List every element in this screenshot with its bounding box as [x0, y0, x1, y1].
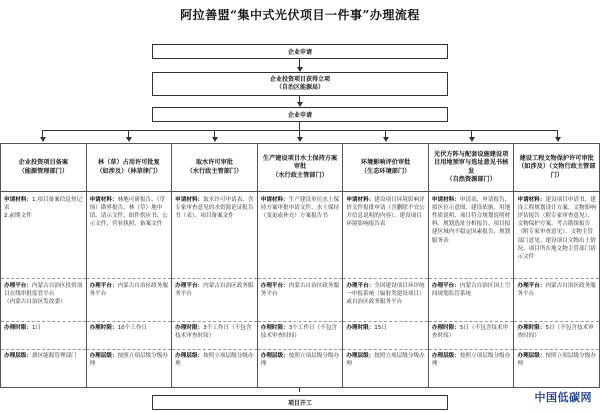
- time-label: 办理时限：: [517, 325, 546, 331]
- level-section: [261, 352, 340, 384]
- materials-text: 建设项目环境影响评价文件报批申请（含删除不宜公开信息说明的内容）、建设项目环境影响报告表: [346, 197, 425, 228]
- materials-text: 林地可研报告、（草场）勘界报告、林（草）地申请、请示文件、组件供应书、公示文件、营业执照、备案文件: [89, 197, 168, 228]
- time-text: 10个工作日: [117, 325, 148, 331]
- materials-text: 建设项目申请书、建设工程规划设计方案、文物影响评估报告（附专家审查意见）、文物保护方案、考古勘探报告（附专家审查意见）、文物主管部门意见、建设项目文物出土情况、项目所在地文物主管部门请示文件: [517, 197, 596, 260]
- level-text: 按照立项层级分级办理: [89, 353, 168, 368]
- time-label: 办理时限：: [4, 325, 32, 331]
- time-label: 办理时限：: [260, 325, 289, 331]
- divider: [172, 349, 257, 350]
- column-header: [1, 144, 86, 192]
- time-text: 3个工作日（不包含技术审查时间）: [260, 325, 338, 340]
- level-section: [432, 352, 511, 384]
- time-label: 办理时限：: [89, 325, 118, 331]
- arrow-down-icon: [297, 137, 303, 142]
- column-header-label: 取水许可审批 （水行政主管部门）: [186, 159, 243, 175]
- column-header-label: 林（草）占用许可批复 （如涉及）（林草律门）: [96, 159, 162, 175]
- watermark-logo: 中国低碳网: [534, 391, 592, 404]
- divider: [87, 278, 172, 279]
- materials-section: [261, 196, 340, 276]
- level-section: [90, 352, 169, 384]
- column-header: [343, 144, 428, 192]
- level-text: 按照立项层级分级办理: [260, 353, 340, 368]
- divider: [258, 321, 343, 322]
- column-forest-grass-permit: [86, 143, 173, 388]
- time-section: [175, 324, 254, 348]
- column-header-label: 光伏方阵与配套设施建设项目用地预审与选址意见书核发 （自然资源部门）: [434, 150, 509, 183]
- divider: [87, 349, 172, 350]
- materials-section: [4, 196, 83, 276]
- materials-section: [517, 196, 596, 276]
- level-text: 按照立项层级分级办理: [431, 353, 511, 368]
- time-section: [4, 324, 83, 348]
- arrow-down-icon: [212, 137, 218, 142]
- platform-section: [90, 282, 169, 320]
- materials-section: [346, 196, 425, 276]
- approval-columns: [0, 143, 600, 388]
- step-label: 企业投资项目获得立项 （自治区能源局）: [269, 75, 330, 91]
- level-label: 办理层级：: [175, 353, 204, 359]
- divider: [514, 278, 599, 279]
- platform-text: 内蒙古自治区投资项目在线审批监管平台 （内蒙古自治区发改委）: [4, 283, 83, 306]
- platform-text: 内蒙古自治区政务服务平台: [89, 283, 168, 298]
- divider: [87, 321, 172, 322]
- column-header-label: 环境影响评价审批 （生态环境部门）: [360, 159, 411, 175]
- step-label: 企业申请: [287, 49, 312, 56]
- divider: [1, 349, 86, 350]
- arrow-down-icon: [383, 137, 389, 142]
- time-section: [517, 324, 596, 348]
- divider: [343, 349, 428, 350]
- materials-text: 1.项目备案信息登记表 2.前期文件: [4, 197, 83, 220]
- time-section: [90, 324, 169, 348]
- divider: [1, 278, 86, 279]
- arrow-down-icon: [40, 137, 46, 142]
- time-text: 5日（不包含技术审查时间）: [517, 325, 594, 340]
- platform-label: 办理平台：: [175, 283, 204, 289]
- divider: [172, 278, 257, 279]
- materials-section: [175, 196, 254, 276]
- divider: [1, 321, 86, 322]
- divider: [514, 321, 599, 322]
- level-text: 按照立项层级分级办理: [517, 353, 596, 368]
- column-header: [514, 144, 599, 192]
- column-header: [258, 144, 343, 192]
- time-text: 15日: [374, 325, 388, 331]
- time-section: [432, 324, 511, 348]
- level-label: 办理层级：: [260, 353, 289, 359]
- column-header: [87, 144, 172, 192]
- level-label: 办理层级：: [431, 353, 460, 359]
- level-section: [175, 352, 254, 384]
- level-section: [4, 352, 83, 384]
- divider: [258, 278, 343, 279]
- platform-section: [261, 282, 340, 320]
- materials-label: 申请材料：: [89, 197, 118, 203]
- divider: [514, 349, 599, 350]
- step-label: 项目开工: [287, 400, 312, 407]
- materials-label: 申请材料：: [346, 197, 375, 203]
- step-label: 企业申请: [287, 112, 312, 119]
- level-section: [517, 352, 596, 384]
- time-text: 3个工作日（不包含技术审查时间）: [175, 325, 252, 340]
- platform-section: [175, 282, 254, 320]
- level-section: [346, 352, 425, 384]
- divider: [429, 321, 514, 322]
- platform-text: 全国建设项目环评统一申报系统（辐射类建设项目）或自治区政务服务平台: [346, 283, 425, 306]
- time-section: [261, 324, 340, 348]
- column-header-label: 生产建设项目水土保持方案审批 （水行政主管部门）: [262, 154, 338, 179]
- materials-text: 取水许可申请表、含专家审查意见的水资源论证报告书（表）、项目备案文件: [175, 197, 254, 220]
- divider: [343, 278, 428, 279]
- divider: [258, 349, 343, 350]
- level-text: 按照立项层级分级办理: [175, 353, 254, 368]
- platform-label: 办理平台：: [431, 283, 460, 289]
- step-enterprise-apply-2: [152, 107, 448, 122]
- materials-text: 申请表、申请报告、拟区位示意图、建设依据、用地性质说明、项目符合规划说明材料、规划选址分析报告、项目拟建区域内不稳定因素报告、规划服务表: [431, 197, 511, 244]
- platform-section: [346, 282, 425, 320]
- time-label: 办理时限：: [175, 325, 204, 331]
- platform-label: 办理平台：: [4, 283, 32, 289]
- platform-text: 内蒙古自治区国土空间规划监管系统: [431, 283, 511, 298]
- materials-label: 申请材料：: [4, 197, 32, 203]
- level-text: 旗区能源管理部门: [31, 353, 77, 359]
- branch-line: [42, 130, 558, 131]
- platform-label: 办理平台：: [260, 283, 289, 289]
- platform-text: 内蒙古自治区政务服务平台: [260, 283, 340, 298]
- platform-section: [4, 282, 83, 320]
- column-header: [429, 144, 514, 192]
- platform-section: [517, 282, 596, 320]
- divider: [429, 349, 514, 350]
- divider: [429, 278, 514, 279]
- materials-label: 申请材料：: [517, 197, 546, 203]
- column-header-label: 建设工程文物保护许可审批（如涉及）（文物行政主管部门）: [518, 154, 596, 179]
- materials-label: 申请材料：: [431, 197, 460, 203]
- divider: [172, 321, 257, 322]
- time-label: 办理时限：: [346, 325, 375, 331]
- arrow-down-icon: [555, 137, 561, 142]
- column-water-permit: [171, 143, 258, 388]
- materials-section: [432, 196, 511, 276]
- materials-label: 申请材料：: [175, 197, 204, 203]
- column-project-filing: [0, 143, 87, 388]
- column-cultural-relics-permit: [513, 143, 600, 388]
- connector: [299, 388, 300, 392]
- step-project-start: [152, 395, 448, 410]
- level-label: 办理层级：: [89, 353, 118, 359]
- step-enterprise-apply-1: [152, 44, 448, 59]
- platform-label: 办理平台：: [517, 283, 546, 289]
- page-title: 阿拉善盟“集中式光伏项目一件事”办理流程: [180, 8, 420, 22]
- platform-text: 内蒙古自治区政务服务平台: [517, 283, 596, 298]
- time-label: 办理时限：: [431, 325, 460, 331]
- column-header-label: 企业投资项目备案 （能源管理部门）: [18, 159, 69, 175]
- materials-section: [90, 196, 169, 276]
- time-text: 5日（不包含技术审查时间）: [431, 325, 509, 340]
- level-label: 办理层级：: [346, 353, 375, 359]
- arrow-down-icon: [126, 137, 132, 142]
- connector: [299, 122, 300, 130]
- time-section: [346, 324, 425, 348]
- divider: [343, 321, 428, 322]
- materials-label: 申请材料：: [260, 197, 289, 203]
- materials-text: 生产建设单位水土保持方案审批申请文件、水土保持（变更或补充）方案报告书: [260, 197, 340, 220]
- level-label: 办理层级：: [4, 353, 32, 359]
- level-label: 办理层级：: [517, 353, 546, 359]
- column-environmental-assessment: [342, 143, 429, 388]
- column-soil-conservation: [257, 143, 344, 388]
- column-header: [172, 144, 257, 192]
- arrow-down-icon: [469, 137, 475, 142]
- level-text: 按照立项层级分级办理: [346, 353, 425, 368]
- platform-label: 办理平台：: [89, 283, 118, 289]
- platform-section: [432, 282, 511, 320]
- column-land-pre-approval: [428, 143, 515, 388]
- platform-label: 办理平台：: [346, 283, 375, 289]
- time-text: 1日: [31, 325, 42, 331]
- step-project-approval: [152, 72, 448, 96]
- platform-text: 内蒙古自治区政务服务平台: [175, 283, 254, 298]
